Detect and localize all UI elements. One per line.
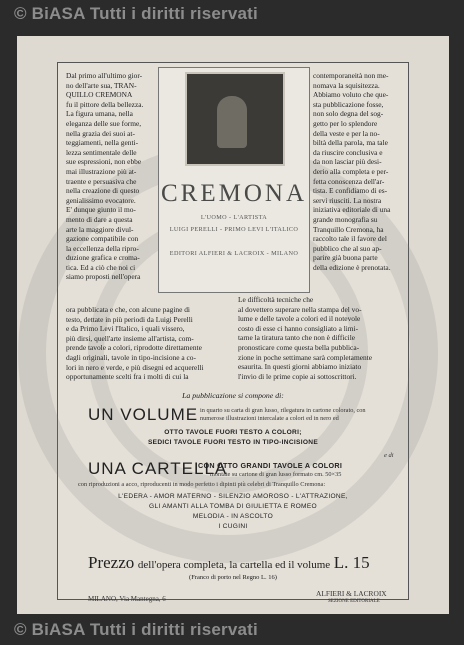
painting-titles-1: L'EDERA - AMOR MATERNO - SILENZIO AMOROSO - L'ATTRAZIONE, [118,493,348,500]
volume-plates-engraving: SEDICI TAVOLE FUORI TESTO IN TIPO-INCISIONE [147,439,319,446]
price-value: L. 15 [333,553,370,572]
watermark-bottom: © BiASA Tutti i diritti riservati [14,620,258,639]
conjunction: e di [384,452,394,459]
book-cover-plate [158,67,310,293]
cartella-reproductions: con riproduzioni a acco, riproducenti in modo perfetto i dipinti più celebri di Tranquillo Cremona: [78,481,326,488]
bottom-left-text: ora pubblicata e che, con alcune pagine di testo, dettate in più periodi da Luigi Perelli e da Primo Levi l'Italico, i quali vissero, più dirsi, quell'arte insieme all'artista, com- prende tavole a colori, riprodotte direttamente dagli originali, tavole in tipo-incisione a co- lori in nero e verde, e più disegni ed acquerelli opportunamente scelti fra i molti di cui la [66,305,204,382]
advertisement-frame [57,62,409,604]
price-text: dell'opera completa, la cartella ed il volume [137,559,331,571]
painting-titles-4: I CUGINI [218,523,248,530]
portrait-figure [217,96,247,148]
page-sheet [17,36,449,614]
price-note: (Franco di porto nel Regno L. 16) [189,574,277,581]
footer-address: MILANO, Via Mantegna, 6 [88,595,166,603]
watermark-top: © BiASA Tutti i diritti riservati [14,4,258,23]
footer-publisher-sub: SEZIONE EDITORIALE [328,599,380,604]
cover-title: CREMONA [160,180,307,207]
cartella-headline: CON OTTO GRANDI TAVOLE A COLORI [198,461,343,470]
portrait-image [185,72,285,166]
cover-subtitle: L'UOMO - L'ARTISTA [200,214,268,221]
left-column-text: Dal primo all'ultimo gior- no dell'arte sua, TRAN- QUILLO CREMONA fu il pittore della bellezza. La figura umana, nella eleganza delle sue forme, nella grazia dei suoi at- teggiamenti, nella genti- lezza sentimentale delle sue espressioni, non ebbe mai illustrazione più at- traente e persuasiva che nella creazione di questo genialissimo evocatore. E' dunque giunto il mo- mento di dare a questa arte la maggiore divul- gazione compatibile con la eccellenza della ripro- duzione grafica e croma- tica. Ed a ciò che noi ci siamo proposti nell'opera [66,71,144,282]
publication-intro: La pubblicazione si compone di: [182,391,284,400]
footer-publisher: ALFIERI & LACROIX [316,589,387,598]
cover-publisher: EDITORI ALFIERI & LACROIX - MILANO [169,250,299,257]
volume-title: UN VOLUME [88,405,199,424]
cartella-description: montate su cartone di gran lusso formato cm. 50×35 [210,471,342,478]
painting-titles-3: MELODIA - IN ASCOLTO [192,513,274,520]
right-column-text: contemporaneità non me- nomava la squisitezza. Abbiamo voluto che que- sta pubblicazione fosse, non solo degna del sog- getto per lo splendore della veste e per la no- biltà della parola, ma tale da riuscire conclusiva e da non lasciar più desi- derio alla completa e per- fetta conoscenza dell'ar- tista. E confidiamo di es- servi riusciti. La nostra iniziativa editoriale di una grande monografia su Tranquillo Cremona, ha raccolto tale il favore del pubblico che al suo ap- parire già buona parte della edizione è prenotata. [313,71,391,272]
volume-plates-color: OTTO TAVOLE FUORI TESTO A COLORI; [164,429,302,436]
price-line [88,553,370,573]
volume-description: in quarto su carta di gran lusso, rilegatura in cartone colorato, con numerose illustrazioni intercalate a colori ed in nero ed [200,407,366,422]
cover-authors: LUIGI PERELLI - PRIMO LEVI L'ITALICO [169,226,299,233]
price-label: Prezzo [88,553,135,572]
painting-titles-2: GLI AMANTI ALLA TOMBA DI GIULIETTA E ROMEO [149,503,317,510]
cartella-title: UNA CARTELLA [88,459,228,478]
bottom-right-text: Le difficoltà tecniche che al dovettero superare nella stampa del vo- lume e delle tavole a colori ed il notevole costo di esse ci hanno consigliato a limi- tarne la tiratura tanto che non è difficile pronosticare come questa bella pubblica- zione in poche settimane sarà completamente esaurita. In questi giorni abbiamo iniziato l'invio di le prime copie ai sottoscrittori. [238,295,373,381]
